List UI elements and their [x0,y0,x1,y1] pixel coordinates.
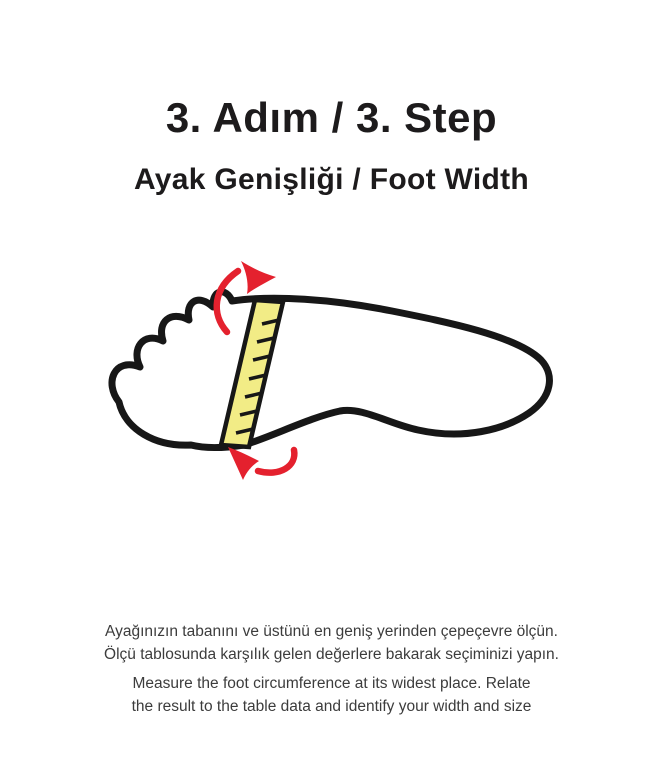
instruction-line-en-1: Measure the foot circumference at its widest place. Relate [132,675,531,692]
instruction-line-tr-2: Ölçü tablosunda karşılık gelen değerlere bakarak seçiminizi yapın. [104,646,559,663]
instruction-line-en-2: the result to the table data and identify your width and size [131,698,532,715]
page-title: 3. Adım / 3. Step [165,94,498,141]
foot-outline [112,292,549,448]
page-subtitle: Ayak Genişliği / Foot Width [133,163,530,196]
wrap-arrow-bottom-head [228,447,259,480]
wrap-arrow-bottom [228,447,294,480]
instruction-line-tr-1: Ayağınızın tabanını ve üstünü en geniş yerinden çepeçevre ölçün. [105,623,558,640]
instructions-english [0,672,663,718]
instructions-turkish [0,620,663,666]
wrap-arrow-top-head [241,261,276,294]
wrap-arrow-bottom-tail [258,450,294,473]
